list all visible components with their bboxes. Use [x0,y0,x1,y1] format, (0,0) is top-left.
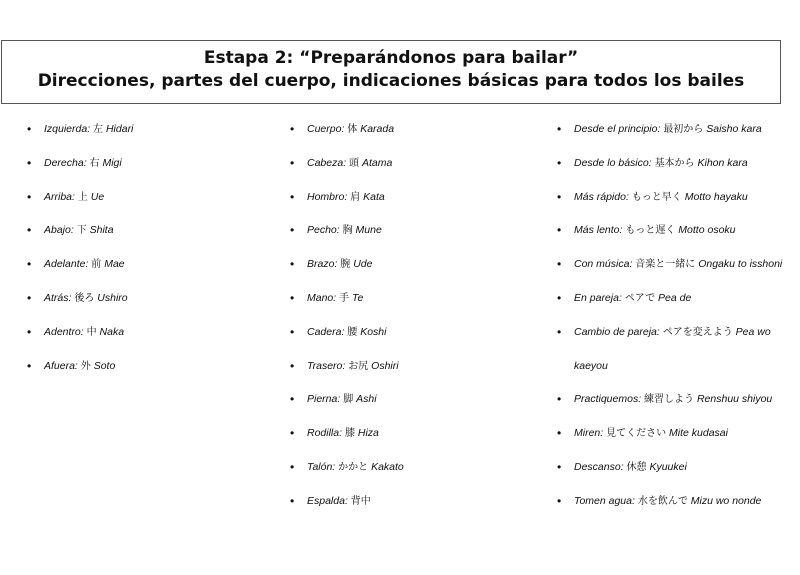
term-es: Arriba: [44,190,75,203]
term-es: Cuerpo: [307,123,345,135]
term-es: Hombro: [307,190,348,203]
list-item [27,119,133,153]
term-es: Practiquemos: [574,393,642,406]
list-item [27,187,133,221]
term-romaji: Shita [89,224,114,237]
term-es: Con música: [574,258,633,271]
term-es: Talón: [307,460,336,473]
term-romaji: Migi [102,156,122,169]
list-item [290,254,404,288]
term-es: Cadera: [307,325,345,338]
term-japanese: 脚 [343,394,354,406]
term-romaji: Oshiri [371,359,399,372]
term-romaji: Ashi [356,393,377,406]
term-japanese: 肩 [350,191,361,203]
term-es: Rodilla: [307,427,343,440]
term-romaji: Kihon kara [697,156,748,169]
term-romaji: Te [352,291,364,304]
list-item [557,254,782,288]
list-item [557,491,782,525]
term-es: Tomen agua: [574,494,635,507]
term-es: Pierna: [307,393,341,406]
term-japanese: 基本から [654,157,695,169]
term-japanese: ペアで [624,292,656,304]
list-item [557,153,782,187]
term-es: Desde lo básico: [574,156,652,169]
list-item [557,288,782,322]
term-es: Derecha: [44,156,87,169]
term-romaji: Motto hayaku [684,190,748,203]
term-japanese: もっと遅く [625,225,676,237]
term-romaji: Mune [355,224,382,237]
term-japanese: 背中 [350,495,371,507]
term-japanese: 上 [77,191,88,203]
term-romaji: Pea de [658,291,692,304]
list-item [290,119,404,153]
directions-list [27,119,133,389]
list-item [27,254,133,288]
term-japanese: 手 [339,292,350,304]
term-es: Adentro: [44,325,84,338]
term-japanese: 後ろ [74,292,95,304]
term-es: Izquierda: [44,123,91,135]
page-subtitle: Direcciones, partes del cuerpo, indicaciones básicas para todos los bailes [37,71,745,91]
term-romaji: Koshi [360,325,387,338]
term-es: Más lento: [574,224,623,237]
list-item [557,187,782,221]
list-item [290,389,404,423]
term-romaji: Saisho kara [706,123,762,135]
term-romaji: Soto [93,359,116,372]
list-item [290,153,404,187]
list-item [557,457,782,491]
term-es: Brazo: [307,258,338,271]
term-es: En pareja: [574,291,622,304]
list-item [290,356,404,390]
term-romaji: Motto osoku [678,224,736,237]
term-romaji: Hiza [357,427,379,440]
list-item [557,322,782,356]
term-japanese: 頭 [349,157,360,169]
term-es: Cambio de pareja: [574,325,660,338]
list-item [290,187,404,221]
term-japanese: かかと [338,461,369,473]
term-es: Atrás: [44,291,72,304]
instructions-list [557,119,782,525]
term-romaji: Ongaku to isshoni [698,258,783,271]
term-japanese: 下 [76,225,87,237]
term-japanese: 中 [86,326,97,338]
list-item [557,389,782,423]
list-item [290,457,404,491]
term-es: Trasero: [307,359,346,372]
list-item [290,423,404,457]
term-es: Más rápido: [574,190,629,203]
list-item [27,288,133,322]
list-item [290,288,404,322]
term-japanese: 見てください [606,428,667,440]
term-es: Descanso: [574,460,624,473]
list-item [27,356,133,390]
term-romaji: Mizu wo nonde [690,494,762,507]
list-item [557,119,782,153]
list-item [557,423,782,457]
term-romaji: Naka [99,325,125,338]
term-japanese: 外 [80,360,91,372]
term-japanese: 腕 [340,259,351,271]
list-item [27,322,133,356]
term-japanese: 休憩 [626,461,647,473]
list-item [27,220,133,254]
list-item [557,220,782,254]
term-romaji: Pea wo [735,325,771,338]
list-item [290,322,404,356]
term-romaji: Atama [361,156,393,169]
term-romaji: Ue [90,190,105,203]
term-romaji: Mae [104,258,125,271]
term-romaji: Renshuu shiyou [696,393,773,406]
term-japanese: 練習しよう [644,394,695,406]
term-es: Miren: [574,427,604,440]
term-japanese: 右 [89,157,100,169]
body-parts-list [290,119,404,525]
term-romaji: Kakato [371,460,404,473]
term-japanese: 体 [347,124,358,135]
term-romaji: Mite kudasai [669,427,728,440]
list-item [290,220,404,254]
list-item-continuation: kaeyou [574,359,608,372]
term-japanese: 水を飲んで [637,495,688,507]
term-japanese: 最初から [663,124,704,135]
term-es: Afuera: [44,359,78,372]
term-japanese: もっと早く [631,191,682,203]
term-es: Pecho: [307,224,340,237]
term-japanese: ペアを変えよう [662,326,733,338]
term-es: Mano: [307,291,337,304]
page-title: Estapa 2: “Preparándonos para bailar” [203,48,579,68]
term-romaji: Hidari [105,123,134,135]
term-es: Abajo: [44,224,74,237]
term-romaji: Karada [360,123,395,135]
term-japanese: お尻 [348,360,369,372]
term-japanese: 前 [91,259,102,271]
term-japanese: 腰 [347,326,358,338]
term-romaji: Ude [353,258,373,271]
title-box [1,40,781,104]
list-item [27,153,133,187]
list-item [290,491,404,525]
term-japanese: 胸 [342,225,353,237]
term-es: Cabeza: [307,156,347,169]
term-japanese: 左 [93,124,104,135]
term-romaji: Ushiro [97,291,128,304]
term-es: Desde el principio: [574,123,661,135]
term-romaji: Kyuukei [649,460,687,473]
term-es: Espalda: [307,494,348,507]
term-japanese: 膝 [344,428,355,440]
term-romaji: Kata [363,190,385,203]
term-es: Adelante: [44,258,89,271]
term-japanese: 音楽と一緒に [635,259,696,271]
